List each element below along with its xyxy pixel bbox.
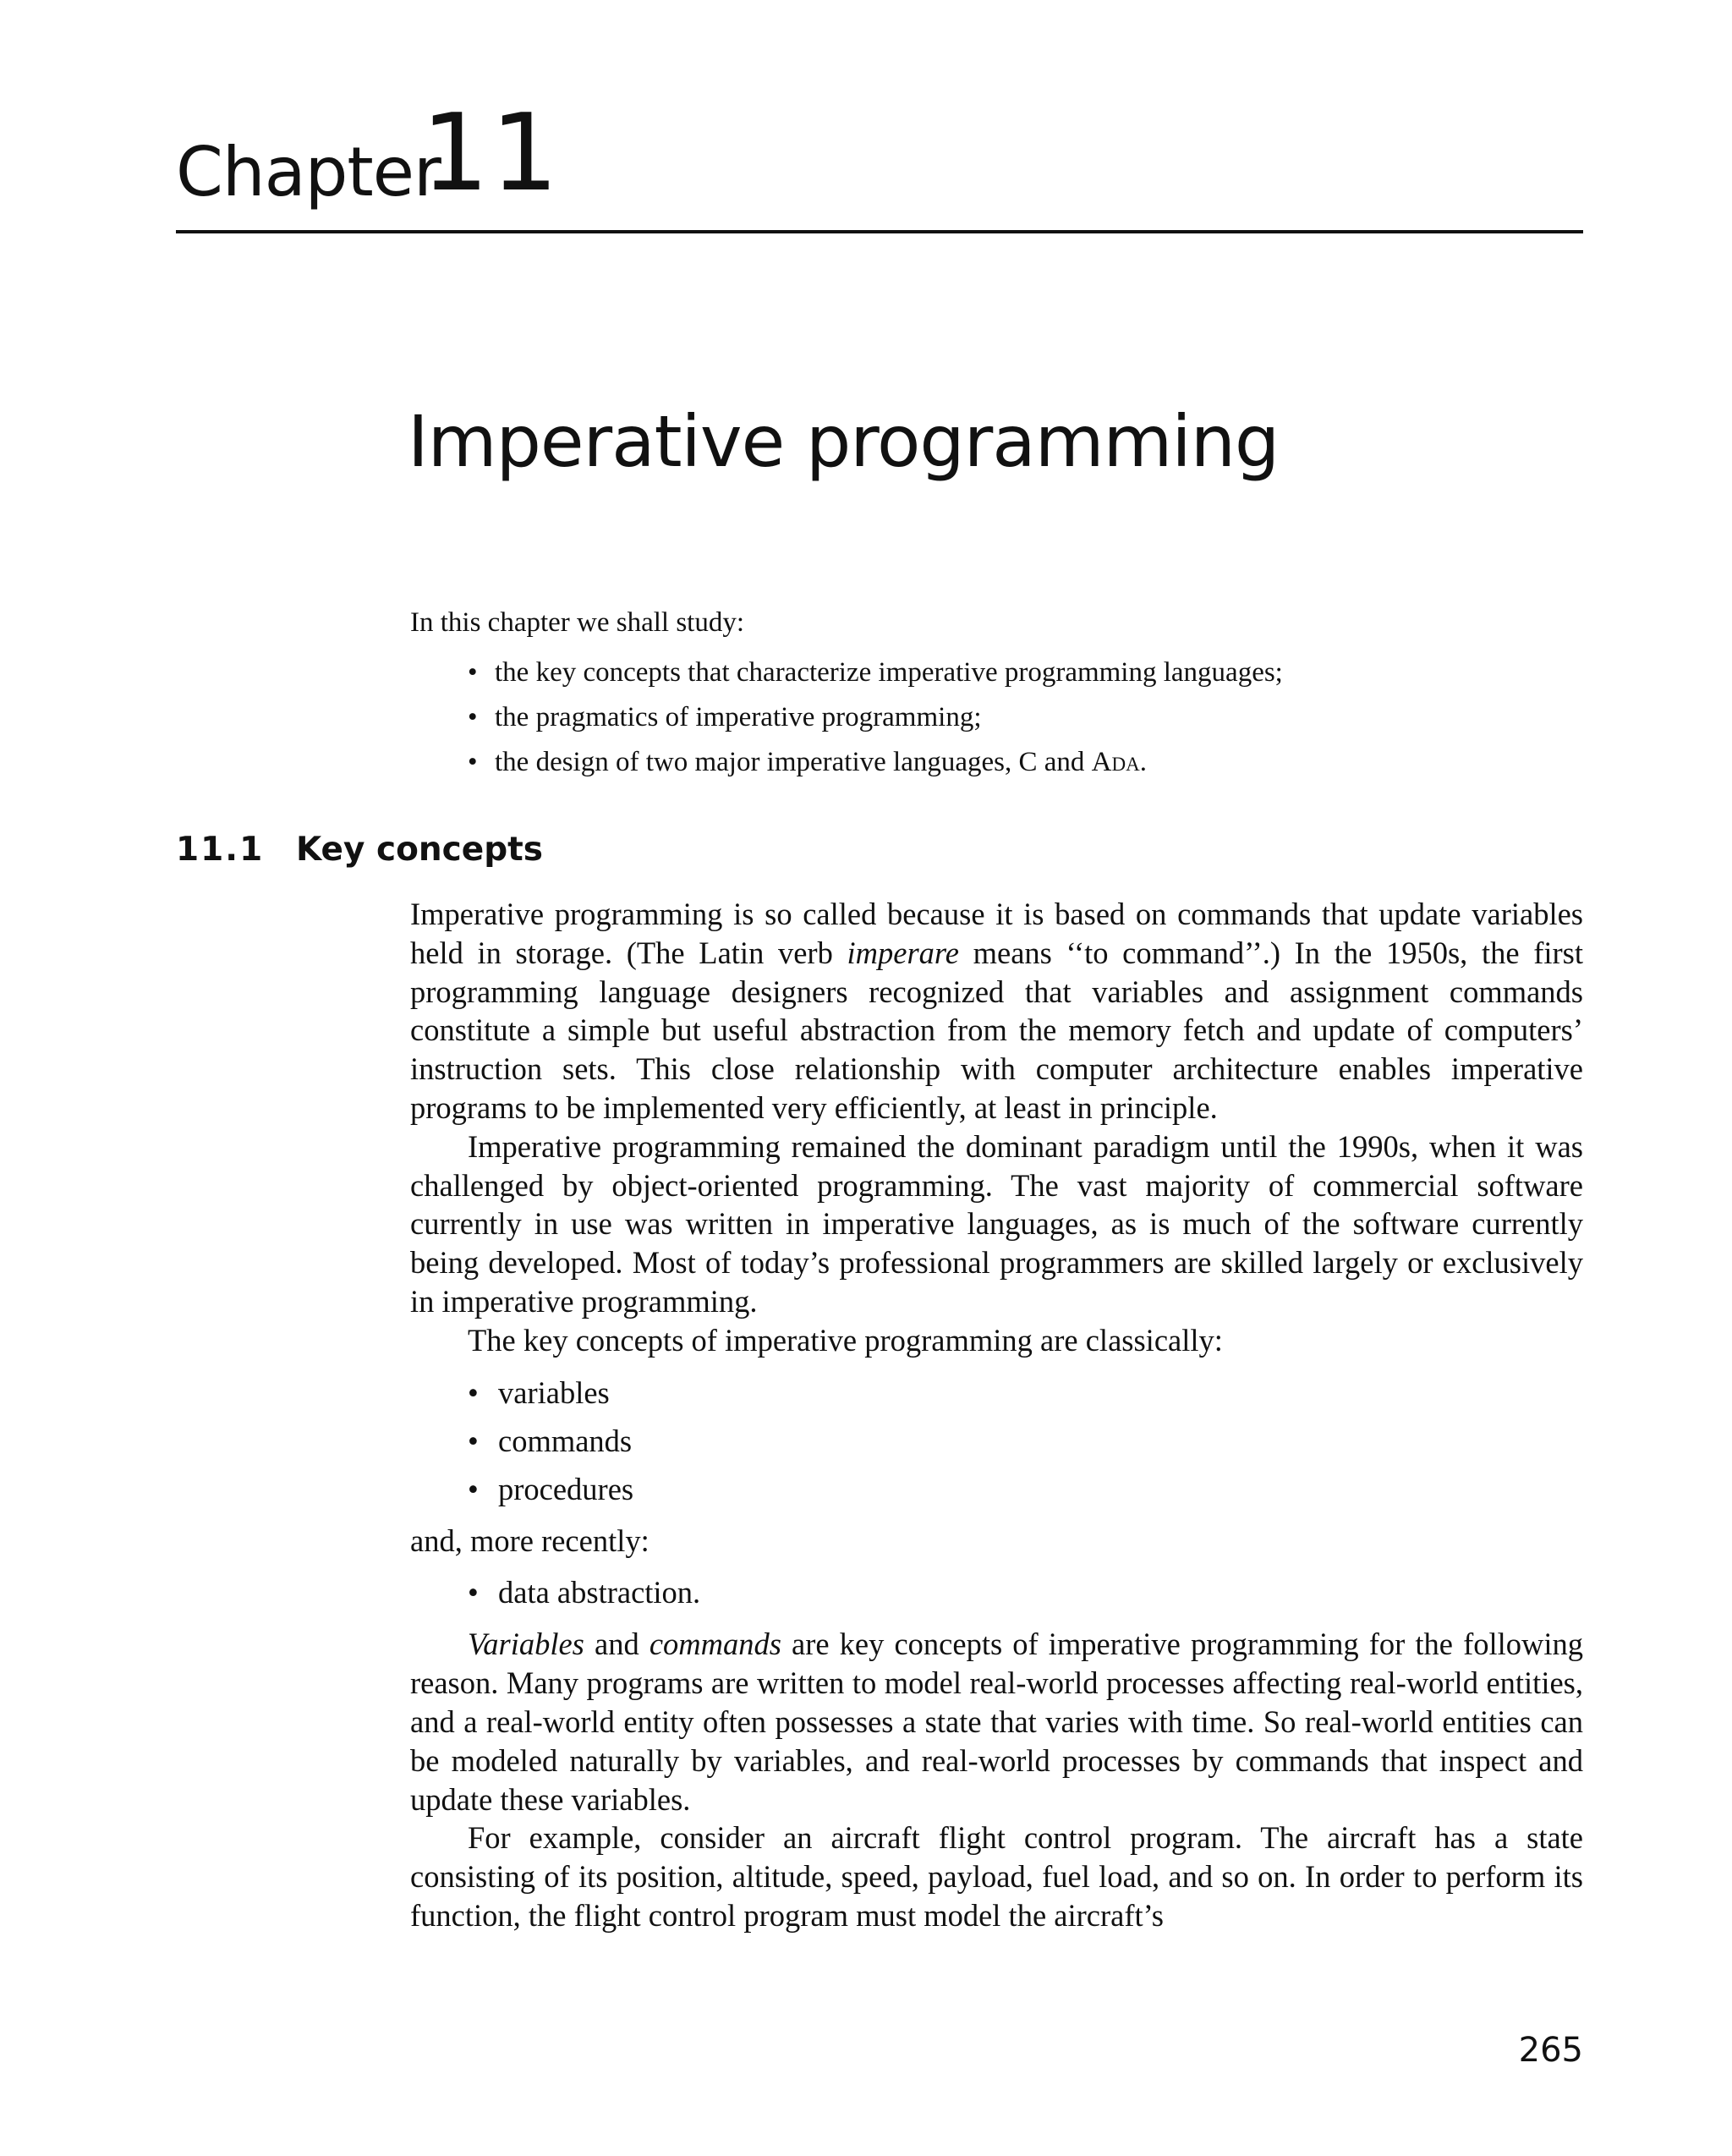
- list-item-text: commands: [498, 1423, 633, 1458]
- paragraph: The key concepts of imperative programming are classically:: [468, 1322, 1223, 1358]
- ada-language-name: Ada: [1091, 747, 1140, 777]
- list-item: [468, 1417, 1583, 1465]
- intro-item-text: the design of two major imperative languages, C and: [495, 747, 1092, 777]
- list-item-text: procedures: [498, 1471, 634, 1506]
- section-title: Key concepts: [296, 831, 544, 869]
- bullet-icon: •: [468, 747, 478, 777]
- emphasis-text: Variables: [468, 1627, 584, 1662]
- chapter-title: Imperative programming: [408, 400, 1280, 483]
- intro-list-item: [468, 740, 1586, 785]
- bullet-icon: •: [468, 1374, 479, 1410]
- paragraph: Imperative programming remained the dominant paradigm until the 1990s, when it was challenged by object-oriented programming. The vast majority of commercial software currently in use was written in imperative languages, as is much of the software currently being developed. Most of today’s professional programmers are skilled largely or exclusively in imperative programming.: [410, 1128, 1583, 1319]
- paragraph-text: and: [584, 1627, 650, 1662]
- section-number: 11.1: [176, 831, 265, 869]
- bullet-icon: •: [468, 1575, 479, 1610]
- list-item: [468, 1369, 1583, 1417]
- paragraph: and, more recently:: [410, 1522, 650, 1558]
- intro-lead: In this chapter we shall study:: [410, 607, 745, 638]
- section-heading: [176, 831, 543, 870]
- paragraph: [410, 895, 1583, 1127]
- paragraph-text: Imperative programming is so called because it is based on commands that update variables held in storage. (The Latin verb: [410, 897, 1583, 970]
- emphasis-text: commands: [649, 1627, 781, 1662]
- recent-concepts-list: [410, 1568, 1583, 1616]
- chapter-intro: [410, 601, 1586, 785]
- intro-item-suffix: .: [1139, 747, 1147, 777]
- chapter-number: 11: [421, 91, 561, 215]
- chapter-header: [176, 91, 1583, 233]
- bullet-icon: •: [468, 702, 478, 732]
- intro-list-item: [468, 695, 1586, 740]
- list-item: [468, 1568, 1583, 1616]
- intro-list: [410, 650, 1586, 785]
- list-item-text: variables: [498, 1374, 610, 1410]
- paragraph: For example, consider an aircraft flight control program. The aircraft has a state consisting of its position, altitude, speed, payload, fuel load, and so on. In order to perform its function, the flight control program must model the aircraft’s: [410, 1820, 1583, 1933]
- body-text: [410, 895, 1583, 1935]
- list-item: [468, 1465, 1583, 1513]
- bullet-icon: •: [468, 657, 478, 688]
- intro-item-text: the pragmatics of imperative programming;: [495, 702, 982, 732]
- paragraph: [410, 1625, 1583, 1819]
- intro-item-text: the key concepts that characterize imperative programming languages;: [495, 657, 1283, 688]
- emphasis-text: imperare: [847, 935, 959, 970]
- paragraph-text: are key concepts of imperative programming for the following reason. Many programs are written to model real-world processes affecting real-world entities, and a real-world entity often possesses a state that varies with time. So real-world entities can be modeled naturally by variables, and real-world processes by commands that inspect and update these variables.: [410, 1627, 1584, 1817]
- intro-list-item: [468, 650, 1586, 695]
- chapter-divider: [176, 230, 1583, 233]
- bullet-icon: •: [468, 1471, 479, 1506]
- list-item-text: data abstraction.: [498, 1575, 701, 1610]
- paragraph-text: means ‘‘to command’’.) In the 1950s, the first programming language designers recognized that variables and assignment commands constitute a simple but useful abstraction from the memory fetch and update of computers’ instruction sets. This close relationship with computer architecture enables imperative programs to be implemented very efficiently, at least in principle.: [410, 935, 1583, 1125]
- page-number: 265: [1518, 2031, 1583, 2070]
- bullet-icon: •: [468, 1423, 479, 1458]
- chapter-label: Chapter: [176, 133, 441, 211]
- key-concepts-list: [410, 1369, 1583, 1513]
